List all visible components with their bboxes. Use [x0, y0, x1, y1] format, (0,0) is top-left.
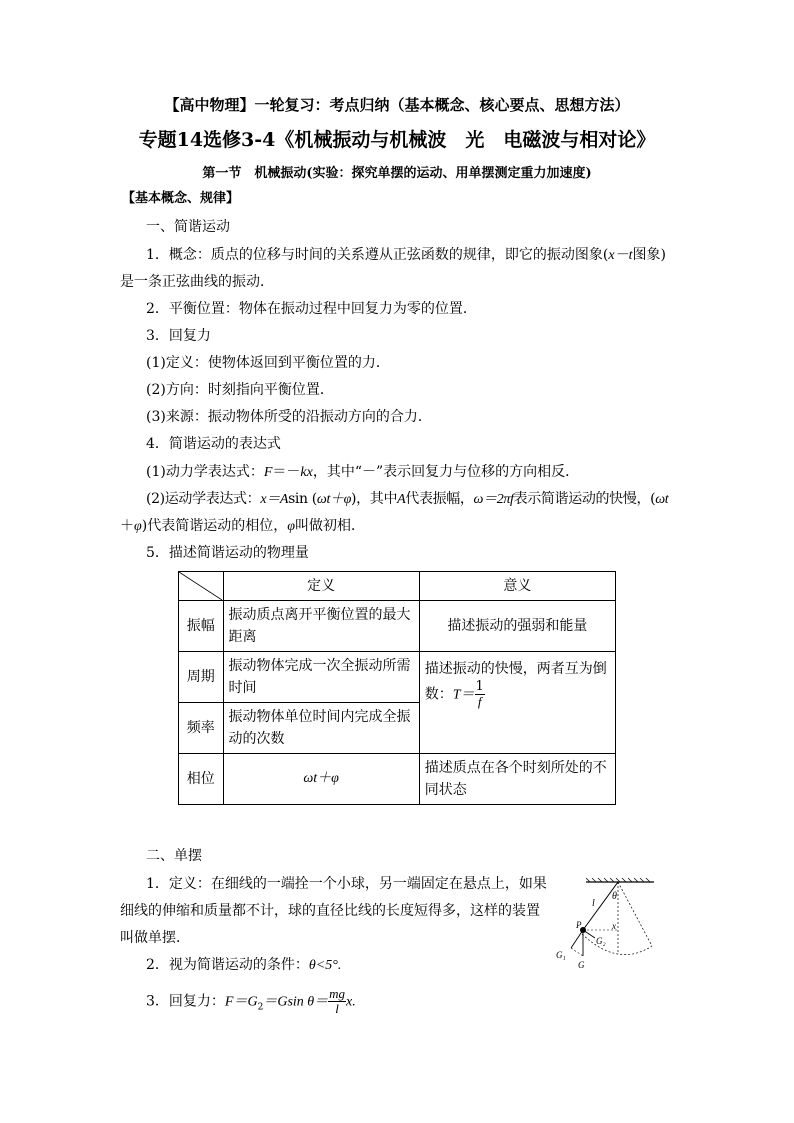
concepts-heading: 【基本概念、规律】 — [122, 191, 240, 206]
part2-heading: 二、单摆 — [146, 848, 202, 864]
diagonal-line — [179, 572, 222, 600]
part1-item1-cont: 是一条正弦曲线的振动． — [120, 274, 274, 290]
formula: x－t — [608, 248, 633, 263]
formula: φ — [287, 519, 295, 534]
part1-item4-2 — [146, 489, 668, 510]
pendulum-diagram — [552, 876, 662, 976]
text: 1．概念：质点的位移与时间的关系遵从正弦函数的规律，即它的振动图象( — [146, 247, 609, 263]
table-cell: 振幅 — [179, 601, 224, 652]
text: (1)动力学表达式： — [146, 464, 264, 480]
text: ，其中“－”表示回复力与位移的方向相反． — [312, 464, 580, 480]
g2-label: G₂ — [596, 936, 606, 946]
table-diagonal-cell — [179, 572, 224, 601]
formula: ω＝2πf — [473, 492, 514, 507]
table-cell: 振动物体完成一次全振动所需时间 — [223, 652, 419, 703]
text: )，其中 — [351, 491, 398, 507]
part1-item3-3: (3)来源：振动物体所受的沿振动方向的合力． — [146, 409, 432, 425]
part2-item2 — [146, 955, 341, 976]
text: 3．回复力： — [146, 993, 225, 1010]
part1-item4-1 — [146, 462, 579, 483]
part1-item3-1: (1)定义：使物体返回到平衡位置的力． — [146, 355, 390, 371]
formula: θ<5°. — [308, 958, 342, 973]
part1-item4: 4．简谐运动的表达式 — [146, 436, 281, 452]
point-p-label: P — [576, 920, 582, 930]
g1-label: G₁ — [556, 950, 566, 960]
fraction — [475, 680, 485, 709]
text: sin ( — [288, 491, 317, 507]
text: 描述振动的快慢，两者互为倒数： — [424, 661, 607, 703]
topic-title: 专题14选修3-4《机械振动与机械波 光 电磁波与相对论》 — [138, 129, 656, 151]
g-label: G — [578, 960, 585, 970]
formula: ωt — [655, 492, 669, 507]
table-row — [179, 601, 616, 652]
text: 代表振幅， — [405, 491, 474, 507]
quantities-table — [178, 571, 616, 805]
part1-item1 — [146, 245, 666, 266]
formula: ωt＋φ — [316, 492, 352, 507]
theta-label: θ — [612, 891, 617, 902]
denominator: l — [335, 1001, 339, 1016]
formula: ＝Gsin θ＝ — [263, 994, 329, 1010]
table-cell — [419, 652, 615, 754]
text: ＝－ — [272, 464, 301, 480]
x-label: x — [612, 921, 616, 931]
text: 表示简谐运动的快慢，( — [513, 491, 656, 507]
formula: φ — [134, 519, 142, 534]
part2-item1-cont: 叫做单摆． — [120, 930, 190, 946]
text: 图象) — [632, 247, 666, 263]
fraction — [328, 987, 346, 1016]
denominator: f — [477, 694, 482, 709]
table-cell: 振动物体单位时间内完成全振动的次数 — [223, 703, 419, 754]
table-header: 定义 — [223, 572, 419, 601]
formula: T＝ — [452, 687, 475, 703]
length-label: l — [592, 898, 595, 909]
part1-heading: 一、简谐运动 — [146, 219, 230, 235]
formula: kx — [300, 465, 313, 480]
table-header: 意义 — [419, 572, 615, 601]
text: (2)运动学表达式： — [146, 491, 261, 507]
part1-item5: 5．描述简谐运动的物理量 — [146, 545, 309, 561]
part2-item1-cont: 细线的伸缩和质量都不计，球的直径比线的长度短得多，这样的装置 — [120, 903, 540, 919]
table-row — [179, 754, 616, 805]
numerator: mg — [329, 986, 346, 1001]
text: 叫做初相． — [294, 518, 365, 534]
part2-item3: 3．回复力：$F=G_2=Gsin$ θ＝ $\frac{mg}{l}$ x. — [146, 986, 356, 1016]
table-row — [179, 652, 616, 703]
text: ＋ — [120, 518, 134, 534]
table-cell: 频率 — [179, 703, 224, 754]
formula: A — [397, 492, 406, 507]
part1-item4-2-cont — [120, 516, 365, 537]
table-cell: 周期 — [179, 652, 224, 703]
formula: F — [263, 465, 273, 480]
part2-item1: 1．定义：在细线的一端拴一个小球，另一端固定在悬点上，如果 — [146, 876, 547, 892]
table-cell: ωt＋φ — [223, 754, 419, 805]
table-cell: 描述振动的强弱和能量 — [419, 601, 615, 652]
table-cell: 描述质点在各个时刻所处的不同状态 — [419, 754, 615, 805]
text: )代表简谐运动的相位， — [141, 518, 288, 534]
formula: x＝A — [260, 492, 289, 507]
text: 2．视为简谐运动的条件： — [146, 957, 309, 973]
numerator: 1 — [475, 679, 484, 694]
formula: F＝G — [224, 994, 258, 1010]
part1-item3-2: (2)方向：时刻指向平衡位置． — [146, 382, 334, 398]
table-header-row — [179, 572, 616, 601]
part1-item3: 3．回复力 — [146, 328, 211, 344]
part1-item2: 2．平衡位置：物体在振动过程中回复力为零的位置． — [146, 301, 477, 317]
section-title: 第一节 机械振动(实验：探究单摆的运动、用单摆测定重力加速度) — [202, 166, 592, 181]
formula: x. — [346, 994, 356, 1010]
document-title: 【高中物理】一轮复习：考点归纳（基本概念、核心要点、思想方法） — [164, 96, 630, 114]
table-cell: 相位 — [179, 754, 224, 805]
table-cell: 振动质点离开平衡位置的最大距离 — [223, 601, 419, 652]
